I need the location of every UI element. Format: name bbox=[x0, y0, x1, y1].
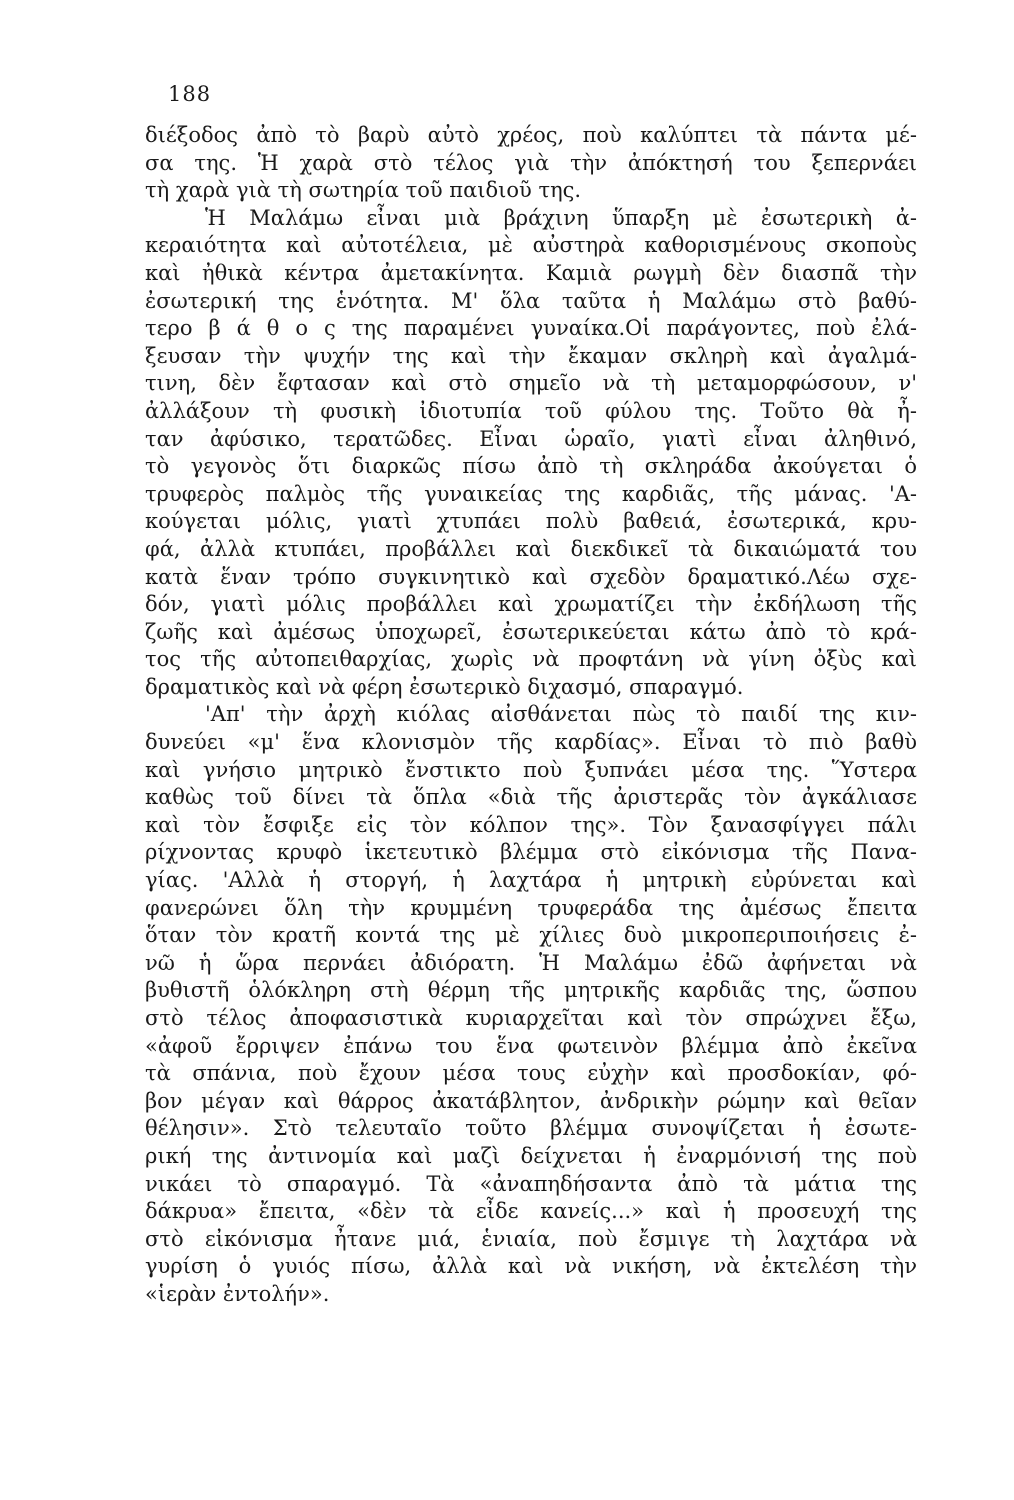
text-line: Ἡ Μαλάμω εἶναι μιὰ βράχινη ὕπαρξη μὲ ἐσωτερικὴ ἀ- bbox=[205, 205, 917, 230]
text-line: νῶ ἡ ὥρα περνάει ἀδιόρατη. Ἡ Μαλάμω ἐδῶ ἀφήνεται νὰ bbox=[145, 950, 917, 975]
text-line: θέλησιν». Στὸ τελευταῖο τοῦτο βλέμμα συνοψίζεται ἡ ἐσωτε- bbox=[145, 1116, 917, 1141]
text-line: ρίχνοντας κρυφὸ ἱκετευτικὸ βλέμμα στὸ εἰκόνισμα τῆς Πανα- bbox=[145, 840, 917, 865]
text-line: ρική της ἀντινομία καὶ μαζὶ δείχνεται ἡ ἐναρμόνισή της ποὺ bbox=[145, 1143, 917, 1168]
text-line: στὸ τέλος ἀποφασιστικὰ κυριαρχεῖται καὶ τὸν σπρώχνει ἔξω, bbox=[145, 1006, 917, 1030]
text-line: σα της. Ἡ χαρὰ στὸ τέλος γιὰ τὴν ἀπόκτησή του ξεπερνάει bbox=[145, 150, 917, 175]
text-line: κούγεται μόλις, γιατὶ χτυπάει πολὺ βαθειά, ἐσωτερικά, κρυ- bbox=[145, 509, 917, 534]
text-line: τινη, δὲν ἔφτασαν καὶ στὸ σημεῖο νὰ τὴ μεταμορφώσουν, ν' bbox=[145, 371, 917, 396]
text-line: καὶ τὸν ἔσφιξε εἰς τὸν κόλπον της». Τὸν ξανασφίγγει πάλι bbox=[145, 812, 917, 837]
text-line: κατὰ ἕναν τρόπο συγκινητικὸ καὶ σχεδὸν δραματικό.Λέω σχε- bbox=[145, 564, 917, 589]
text-line: τερο β ά θ ο ς της παραμένει γυναίκα.Οἱ παράγοντες, ποὺ ἐλά- bbox=[145, 316, 917, 341]
text-line: δόν, γιατὶ μόλις προβάλλει καὶ χρωματίζει τὴν ἐκδήλωση τῆς bbox=[145, 592, 917, 617]
text-line: 'Απ' τὴν ἀρχὴ κιόλας αἰσθάνεται πὼς τὸ παιδί της κιν- bbox=[205, 702, 917, 727]
text-line: ὅταν τὸν κρατῆ κοντά της μὲ χίλιες δυὸ μικροπεριποιήσεις ἐ- bbox=[145, 923, 917, 948]
text-line: τος τῆς αὐτοπειθαρχίας, χωρὶς νὰ προφτάνη νὰ γίνη ὀξὺς καὶ bbox=[145, 647, 917, 672]
text-line: τρυφερὸς παλμὸς τῆς γυναικείας της καρδιᾶς, τῆς μάνας. 'Α- bbox=[145, 481, 917, 506]
text-line: τὰ σπάνια, ποὺ ἔχουν μέσα τους εὐχὴν καὶ προσδοκίαν, φό- bbox=[145, 1061, 917, 1086]
text-line: καθὼς τοῦ δίνει τὰ ὅπλα «διὰ τῆς ἀριστερᾶς τὸν ἀγκάλιασε bbox=[145, 785, 917, 810]
text-line: γίας. 'Αλλὰ ἡ στοργή, ἡ λαχτάρα ἡ μητρικὴ εὐρύνεται καὶ bbox=[145, 868, 917, 893]
text-line: δάκρυα» ἔπειτα, «δὲν τὰ εἶδε κανείς...» καὶ ἡ προσευχή της bbox=[145, 1199, 917, 1224]
text-line: διέξοδος ἀπὸ τὸ βαρὺ αὐτὸ χρέος, ποὺ καλύπτει τὰ πάντα μέ- bbox=[145, 123, 917, 147]
text-line: κεραιότητα καὶ αὐτοτέλεια, μὲ αὐστηρὰ καθορισμένους σκοποὺς bbox=[145, 233, 917, 258]
text-line: δραματικὸς καὶ νὰ φέρη ἐσωτερικὸ διχασμό, σπαραγμό. bbox=[145, 674, 744, 699]
text-line: δυνεύει «μ' ἕνα κλονισμὸν τῆς καρδίας». Εἶναι τὸ πιὸ βαθὺ bbox=[145, 730, 917, 755]
text-line: βον μέγαν καὶ θάρρος ἀκατάβλητον, ἀνδρικὴν ρώμην καὶ θεῖαν bbox=[145, 1088, 917, 1113]
text-line: νικάει τὸ σπαραγμό. Τὰ «ἀναπηδήσαντα ἀπὸ τὰ μάτια της bbox=[145, 1171, 917, 1196]
page-number: 188 bbox=[168, 82, 212, 106]
text-line: φά, ἀλλὰ κτυπάει, προβάλλει καὶ διεκδικεῖ τὰ δικαιώματά του bbox=[145, 536, 917, 561]
text-line: καὶ ἠθικὰ κέντρα ἀμετακίνητα. Καμιὰ ρωγμὴ δὲν διασπᾶ τὴν bbox=[145, 260, 917, 285]
text-line: τὴ χαρὰ γιὰ τὴ σωτηρία τοῦ παιδιοῦ της. bbox=[145, 178, 582, 203]
text-line: βυθιστῆ ὁλόκληρη στὴ θέρμη τῆς μητρικῆς καρδιᾶς της, ὥσπου bbox=[145, 978, 917, 1003]
text-line: «ἱερὰν ἐντολήν». bbox=[145, 1281, 330, 1306]
body-text bbox=[145, 122, 917, 1309]
text-line: ταν ἀφύσικο, τερατῶδες. Εἶναι ὡραῖο, γιατὶ εἶναι ἀληθινό, bbox=[145, 426, 917, 451]
text-line: τὸ γεγονὸς ὅτι διαρκῶς πίσω ἀπὸ τὴ σκληράδα ἀκούγεται ὁ bbox=[145, 454, 917, 479]
text-line: ξευσαν τὴν ψυχήν της καὶ τὴν ἔκαμαν σκληρὴ καὶ ἀγαλμά- bbox=[145, 343, 917, 368]
text-line: καὶ γνήσιο μητρικὸ ἔνστικτο ποὺ ξυπνάει μέσα της. Ὕστερα bbox=[145, 757, 917, 782]
text-line: ζωῆς καὶ ἀμέσως ὑποχωρεῖ, ἐσωτερικεύεται κάτω ἀπὸ τὸ κρά- bbox=[145, 619, 917, 644]
text-line: ἐσωτερική της ἑνότητα. Μ' ὅλα ταῦτα ἡ Μαλάμω στὸ βαθύ- bbox=[145, 288, 917, 313]
text-line: στὸ εἰκόνισμα ἦτανε μιά, ἑνιαία, ποὺ ἔσμιγε τὴ λαχτάρα νὰ bbox=[145, 1226, 917, 1251]
text-line: γυρίση ὁ γυιός πίσω, ἀλλὰ καὶ νὰ νικήση, νὰ ἐκτελέση τὴν bbox=[145, 1254, 917, 1279]
text-line: «ἀφοῦ ἔρριψεν ἐπάνω του ἕνα φωτεινὸν βλέμμα ἀπὸ ἐκεῖνα bbox=[145, 1033, 917, 1058]
text-line: ἀλλάξουν τὴ φυσικὴ ἰδιοτυπία τοῦ φύλου της. Τοῦτο θὰ ἦ- bbox=[145, 398, 917, 423]
text-line: φανερώνει ὅλη τὴν κρυμμένη τρυφεράδα της ἀμέσως ἔπειτα bbox=[145, 895, 917, 920]
